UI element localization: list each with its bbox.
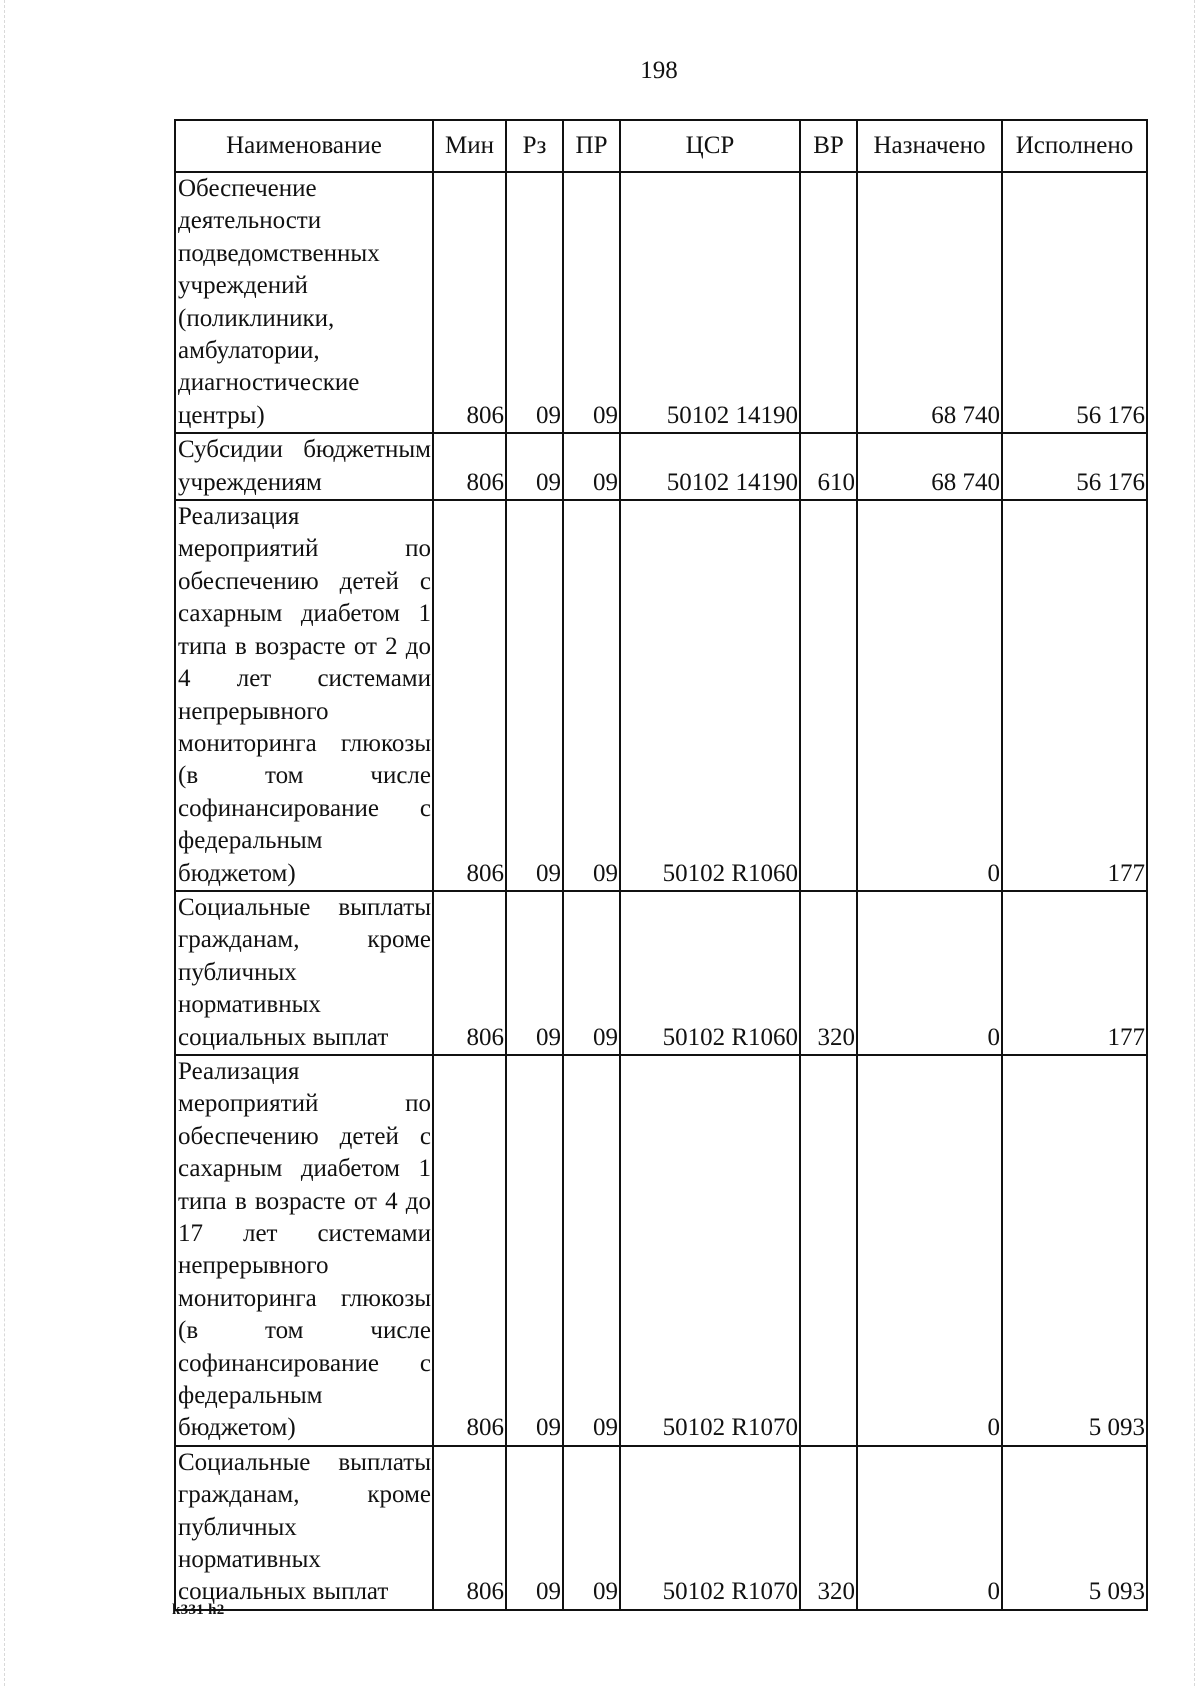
row-assigned: 68 740 [857, 172, 1002, 433]
header-min: Мин [433, 120, 506, 172]
row-assigned: 0 [857, 1055, 1002, 1446]
table-row [175, 891, 1147, 1055]
row-name: Реализация мероприятий по обеспечению детей с сахарным диабетом 1 типа в возрасте от 2 до 4 лет системами непрерывного мониторинга глюкозы (в том числе софинансирование с федеральным бюджетом) [175, 500, 433, 891]
header-vr: ВР [800, 120, 857, 172]
row-executed: 56 176 [1002, 433, 1147, 500]
row-rz: 09 [506, 1055, 563, 1446]
row-csr: 50102 R1070 [620, 1446, 800, 1610]
row-vr [800, 1055, 857, 1446]
row-rz: 09 [506, 500, 563, 891]
row-pr: 09 [563, 500, 620, 891]
table-row [175, 1055, 1147, 1446]
scan-edge-left [4, 0, 6, 1686]
row-executed: 177 [1002, 891, 1147, 1055]
row-csr: 50102 14190 [620, 172, 800, 433]
row-name: Социальные выплаты гражданам, кроме публичных нормативных социальных выплат [175, 1446, 433, 1610]
row-min: 806 [433, 1446, 506, 1610]
table-row [175, 172, 1147, 433]
footer-code: k331 h2 [172, 1602, 225, 1618]
row-executed: 5 093 [1002, 1055, 1147, 1446]
row-min: 806 [433, 500, 506, 891]
table-row [175, 1446, 1147, 1610]
row-executed: 5 093 [1002, 1446, 1147, 1610]
row-pr: 09 [563, 1446, 620, 1610]
row-min: 806 [433, 433, 506, 500]
row-csr: 50102 R1060 [620, 500, 800, 891]
row-csr: 50102 R1060 [620, 891, 800, 1055]
row-name: Социальные выплаты гражданам, кроме публичных нормативных социальных выплат [175, 891, 433, 1055]
row-pr: 09 [563, 891, 620, 1055]
row-vr [800, 500, 857, 891]
row-rz: 09 [506, 172, 563, 433]
header-assigned: Назначено [857, 120, 1002, 172]
page-number: 198 [640, 57, 678, 84]
row-csr: 50102 14190 [620, 433, 800, 500]
row-vr: 320 [800, 891, 857, 1055]
row-rz: 09 [506, 433, 563, 500]
row-pr: 09 [563, 433, 620, 500]
header-executed: Исполнено [1002, 120, 1147, 172]
header-rz: Рз [506, 120, 563, 172]
row-assigned: 0 [857, 500, 1002, 891]
row-name: Субсидии бюджетным учреждениям [175, 433, 433, 500]
header-pr: ПР [563, 120, 620, 172]
row-executed: 56 176 [1002, 172, 1147, 433]
scan-edge-right [1194, 0, 1196, 1686]
row-name: Обеспечение деятельности подведомственных учреждений (поликлиники, амбулатории, диагностические центры) [175, 172, 433, 433]
table-row [175, 433, 1147, 500]
row-min: 806 [433, 1055, 506, 1446]
row-vr [800, 172, 857, 433]
row-rz: 09 [506, 891, 563, 1055]
row-pr: 09 [563, 172, 620, 433]
table-row [175, 500, 1147, 891]
row-pr: 09 [563, 1055, 620, 1446]
row-assigned: 68 740 [857, 433, 1002, 500]
budget-table [174, 119, 1148, 1611]
header-csr: ЦСР [620, 120, 800, 172]
table-header-row [175, 120, 1147, 172]
header-name: Наименование [175, 120, 433, 172]
row-min: 806 [433, 891, 506, 1055]
row-executed: 177 [1002, 500, 1147, 891]
row-min: 806 [433, 172, 506, 433]
row-vr: 320 [800, 1446, 857, 1610]
row-csr: 50102 R1070 [620, 1055, 800, 1446]
row-name: Реализация мероприятий по обеспечению детей с сахарным диабетом 1 типа в возрасте от 4 до 17 лет системами непрерывного мониторинга глюкозы (в том числе софинансирование с федеральным бюджетом) [175, 1055, 433, 1446]
row-rz: 09 [506, 1446, 563, 1610]
row-assigned: 0 [857, 1446, 1002, 1610]
row-assigned: 0 [857, 891, 1002, 1055]
row-vr: 610 [800, 433, 857, 500]
